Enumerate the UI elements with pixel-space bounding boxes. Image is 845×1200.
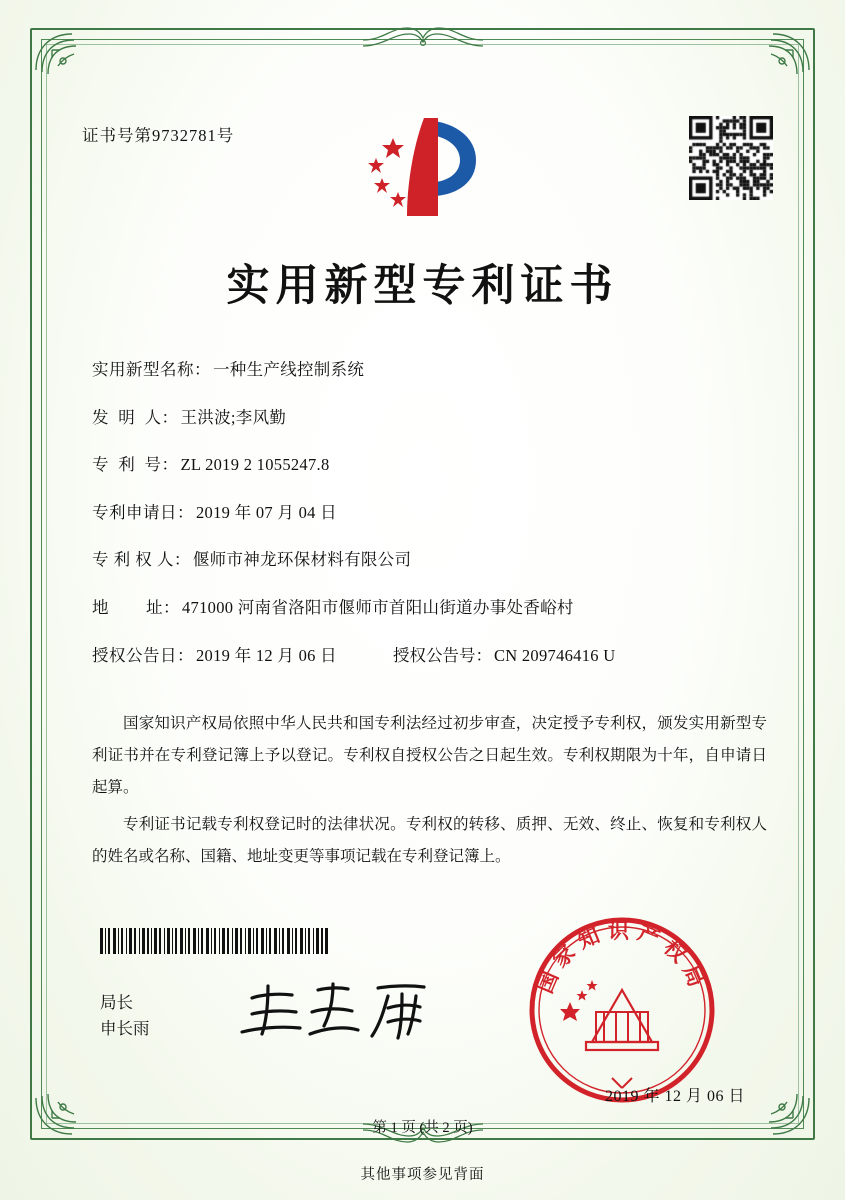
page-number: 第 1 页 (共 2 页) <box>372 1120 473 1136</box>
top-center-ornament <box>363 26 483 52</box>
svg-text:国家知识产权局: 国家知识产权局 <box>531 918 713 997</box>
signature-role: 局长 <box>100 993 133 1012</box>
field-label: 发 明 人： <box>92 407 179 427</box>
barcode <box>100 928 328 954</box>
grant-date-label: 授权公告日： <box>92 645 194 665</box>
field-label: 专利申请日： <box>92 502 194 522</box>
field-value: ZL 2019 2 1055247.8 <box>180 455 330 475</box>
field-address <box>92 596 765 619</box>
field-value: 偃师市神龙环保材料有限公司 <box>192 550 412 570</box>
field-application-date <box>92 501 765 524</box>
field-invention-name <box>92 358 765 381</box>
official-seal <box>524 912 720 1108</box>
field-patent-number <box>92 453 765 476</box>
signature-name: 申长雨 <box>100 1019 150 1039</box>
signature-block <box>100 990 150 1043</box>
handwritten-signature <box>238 978 448 1044</box>
field-value: 2019 年 07 月 04 日 <box>196 502 337 522</box>
seal-date: 2019 年 12 月 06 日 <box>604 1088 745 1105</box>
grant-date-value: 2019 年 12 月 06 日 <box>196 645 337 665</box>
field-label: 专 利 号： <box>92 455 179 475</box>
field-label: 专 利 权 人： <box>92 550 191 570</box>
field-value: 王洪波;李风勤 <box>180 407 287 427</box>
field-value: 一种生产线控制系统 <box>213 360 365 379</box>
footnote: 其他事项参见背面 <box>360 1167 485 1183</box>
paragraph-2: 专利证书记载专利权登记时的法律状况。专利权的转移、质押、无效、终止、恢复和专利权人的姓名或名称、国籍、地址变更等事项记载在专利登记簿上。 <box>92 816 767 866</box>
field-label: 实用新型名称： <box>92 360 211 379</box>
field-patentee <box>92 548 765 571</box>
field-value: 471000 河南省洛阳市偃师市首阳山街道办事处香峪村 <box>182 597 574 617</box>
qr-code <box>689 116 773 200</box>
corner-ornament-top-left <box>32 30 94 92</box>
paragraph-1: 国家知识产权局依照中华人民共和国专利法经过初步审查，决定授予专利权，颁发实用新型专利证书并在专利登记簿上予以登记。专利权自授权公告之日起生效。专利权期限为十年，自申请日起算。 <box>92 715 767 796</box>
page-title: 实用新型专利证书 <box>226 261 619 311</box>
field-inventor <box>92 406 765 429</box>
field-label: 地 址： <box>92 597 180 617</box>
field-grant-row <box>92 644 765 667</box>
corner-ornament-top-right <box>751 30 813 92</box>
grant-number-label: 授权公告号： <box>392 645 492 665</box>
grant-number-value: CN 209746416 U <box>493 645 616 665</box>
field-list <box>92 358 765 691</box>
legal-text <box>92 708 767 879</box>
cnipa-logo <box>352 112 492 222</box>
certificate-number: 证书号第9732781号 <box>82 126 235 145</box>
